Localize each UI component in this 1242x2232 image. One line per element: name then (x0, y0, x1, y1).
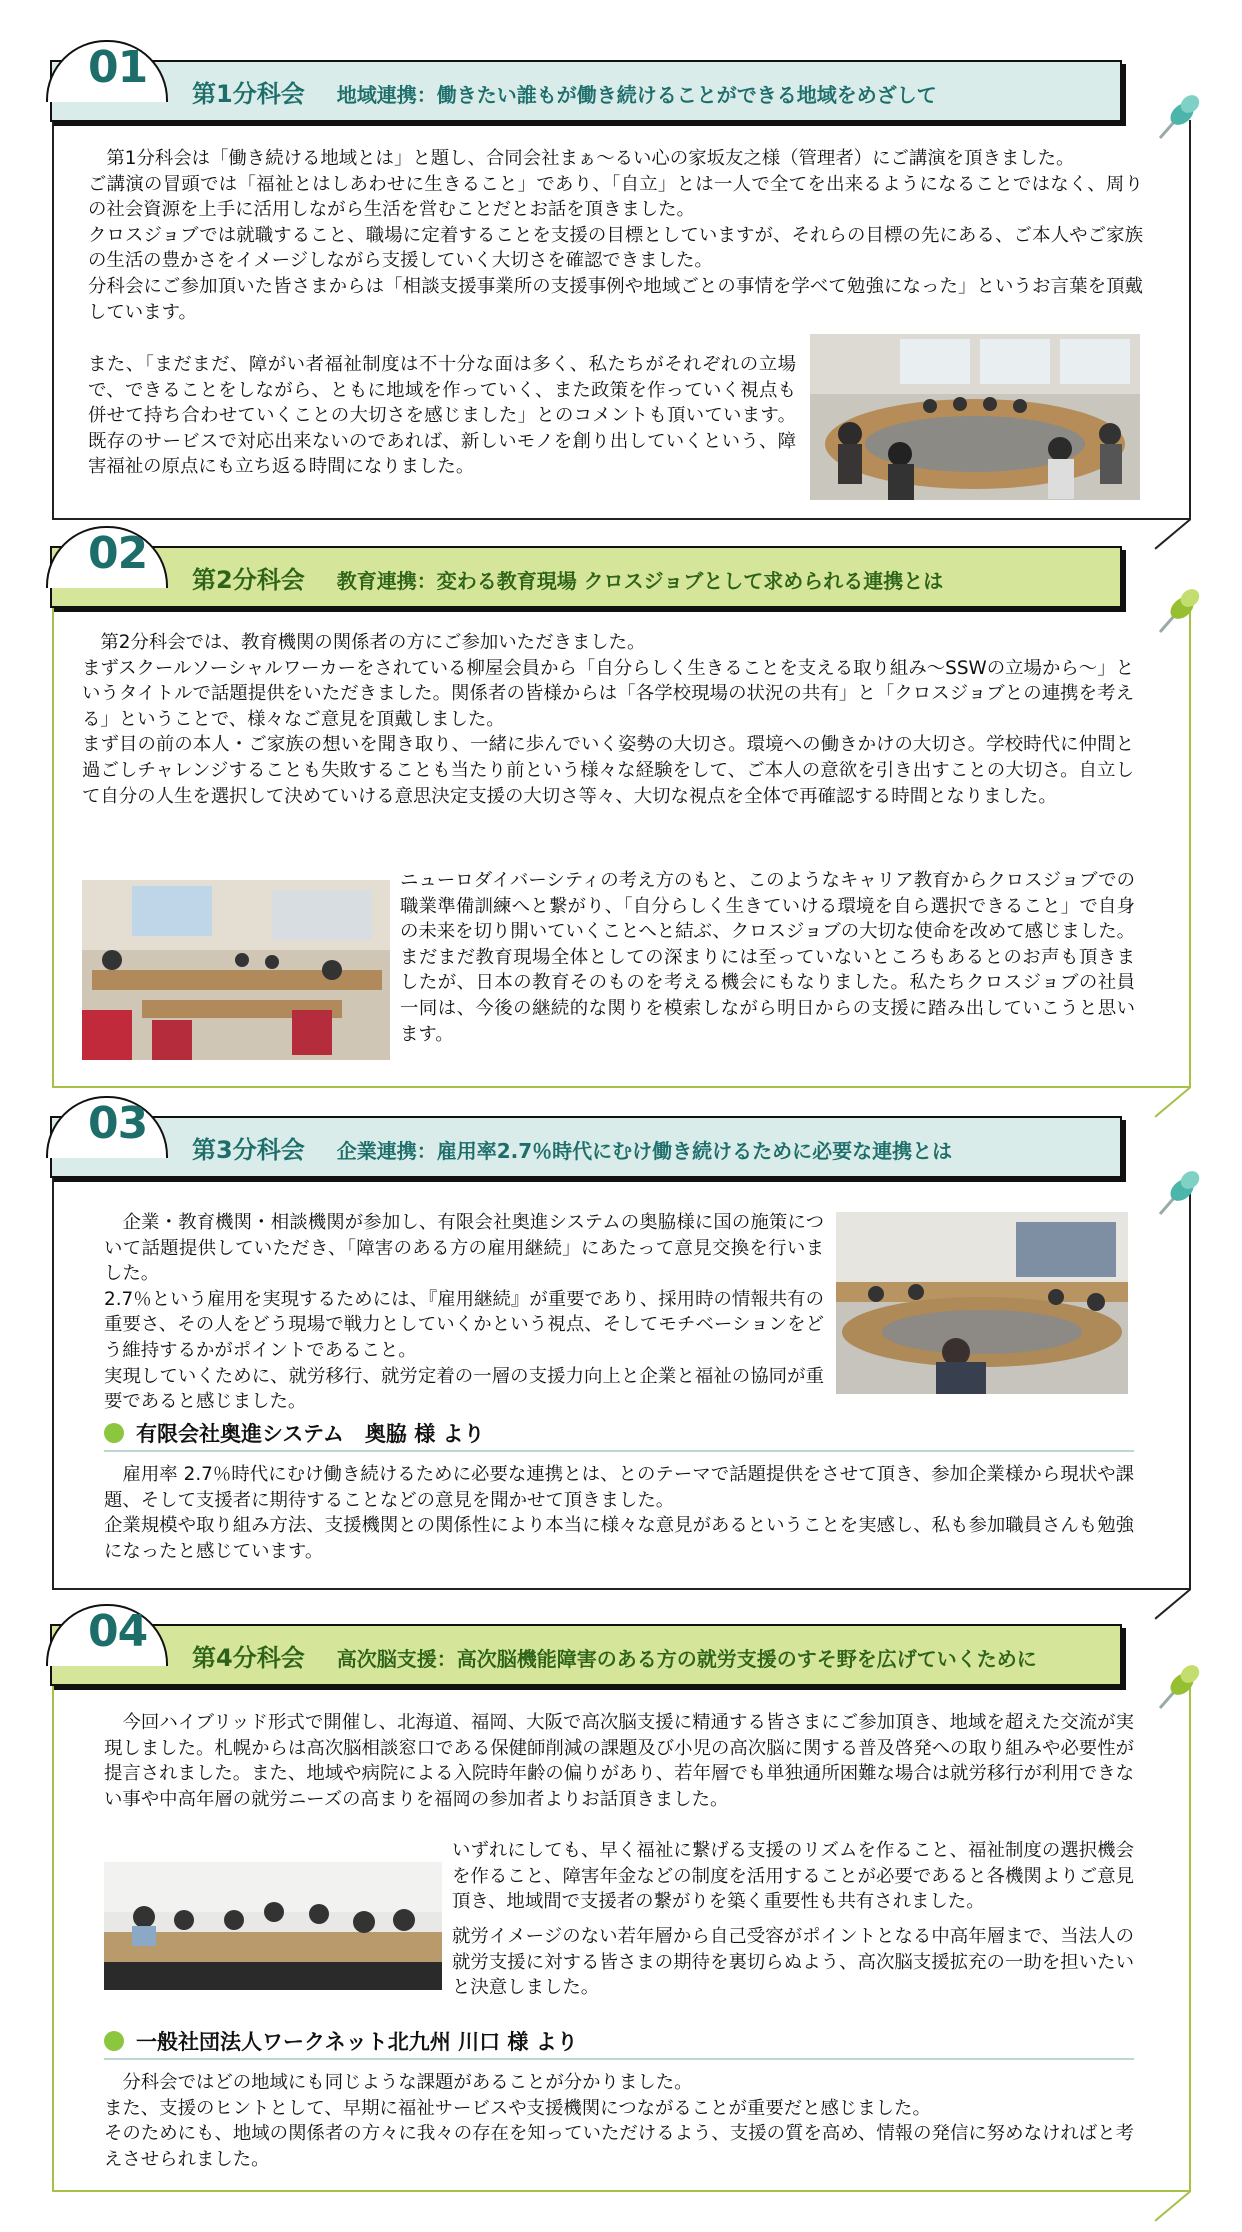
fold-line (1154, 1588, 1191, 1619)
section-02-header (50, 528, 1122, 608)
section-01-body (88, 146, 1143, 325)
divider (104, 1450, 1134, 1452)
pushpin-icon (1148, 88, 1208, 148)
paragraph: クロスジョブでは就職すること、職場に定着することを支援の目標としていますが、それらの目標の先にある、ご本人やご家族の生活の豊かさをイメージしながら支援していく大切さを確認できました。 (88, 224, 1143, 272)
paragraph: そのためにも、地域の関係者の方々に我々の存在を知っていただけるよう、支援の質を高め、情報の発信に努めなければと考えさせられました。 (104, 2123, 1134, 2170)
paragraph: まずスクールソーシャルワーカーをされている柳屋会員から「自分らしく生きることを支える取り組み～SSWの立場から～」というタイトルで話題提供をいただきました。関係者の皆様からは「各学校現場の状況の共有」と「クロスジョブとの連携を考える」ということで、様々なご意見を頂戴しました。 (82, 657, 1134, 730)
section-title (192, 74, 937, 109)
section-label: 第4分科会 (192, 1644, 305, 1672)
bullet-dot (104, 1423, 124, 1443)
section-subtitle: 企業連携：雇用率2.7％時代にむけ働き続けるために必要な連携とは (336, 1139, 953, 1163)
paragraph: 今回ハイブリッド形式で開催し、北海道、福岡、大阪で高次脳支援に精通する皆さまにご参加頂き、地域を超えた交流が実現しました。札幌からは高次脳相談窓口である保健師削減の課題及び小児の高次脳に関する普及啓発への取り組みや必要性が提言されました。また、地域や病院による入院時年齢の偏りがあり、若年層でも単独通所困難な場合は就労移行が利用できない事や中高年層の就労ニーズの高まりを福岡の参加者よりお話頂きました。 (104, 1712, 1134, 1810)
comment-body (104, 1462, 1134, 1564)
section-subtitle: 地域連携：働きたい誰もが働き続けることができる地域をめざして (336, 83, 937, 107)
paragraph: 企業規模や取り組み方法、支援機関との関係性により本当に様々な意見があるということを実感し、私も参加職員さんも勉強になったと感じています。 (104, 1515, 1134, 1562)
section-03-header (50, 1098, 1122, 1178)
paragraph: 分科会ではどの地域にも同じような課題があることが分かりました。 (104, 2072, 693, 2093)
pushpin-icon (1148, 582, 1208, 642)
pushpin-icon (1148, 1658, 1208, 1718)
section-04-body (104, 1710, 1134, 1812)
comment-body (104, 2070, 1134, 2172)
section-02-body (82, 630, 1134, 809)
section-title (192, 1638, 1037, 1673)
section-number: 03 (88, 1098, 148, 1149)
divider (104, 2058, 1134, 2060)
section-label: 第3分科会 (192, 1136, 305, 1164)
section-label: 第1分科会 (192, 80, 305, 108)
section-01-header (50, 42, 1122, 122)
fold-line (1154, 518, 1191, 549)
bullet-dot (104, 2031, 124, 2051)
section-03-body (104, 1210, 824, 1415)
section-label: 第2分科会 (192, 566, 305, 594)
paragraph: まず目の前の本人・ご家族の想いを聞き取り、一緒に歩んでいく姿勢の大切さ。環境への働きかけの大切さ。学校時代に仲間と過ごしチャレンジすることも失敗することも当たり前という様々な経験をして、ご本人の意欲を引き出すことの大切さ。自立して自分の人生を選択して決めていける意思決定支援の大切さ等々、大切な視点を全体で再確認する時間となりました。 (82, 734, 1134, 807)
paragraph: 雇用率 2.7％時代にむけ働き続けるために必要な連携とは、とのテーマで話題提供をさせて頂き、参加企業様から現状や課題、そして支援者に期待することなどの意見を聞かせて頂きました。 (104, 1464, 1134, 1511)
paragraph: ご講演の冒頭では「福祉とはしあわせに生きること」であり、「自立」とは一人で全てを出来るようになることではなく、周りの社会資源を上手に活用しながら生活を営むことだとお話を頂きました。 (88, 173, 1143, 221)
meeting-photo (104, 1862, 442, 1990)
paragraph: いずれにしても、早く福祉に繋げる支援のリズムを作ること、福祉制度の選択機会を作ること、障害年金などの制度を活用することが必要であると各機関よりご意見頂き、地域間で支援者の繋がりを築く重要性も共有されました。 (452, 1840, 1134, 1913)
paragraph: 就労イメージのない若年層から自己受容がポイントとなる中高年層まで、当法人の就労支援に対する皆さまの期待を裏切らぬよう、高次脳支援拡充の一助を担いたいと決意しました。 (452, 1926, 1134, 1999)
section-number: 02 (88, 528, 148, 579)
meeting-photo (836, 1212, 1128, 1394)
section-subtitle: 高次脳支援：高次脳機能障害のある方の就労支援のすそ野を広げていくために (336, 1647, 1037, 1671)
pushpin-icon (1148, 1164, 1208, 1224)
commenter-name: 有限会社奥進システム 奥脇 様 より (136, 1422, 485, 1446)
paragraph: 企業・教育機関・相談機関が参加し、有限会社奥進システムの奥脇様に国の施策について話題提供していただき、「障害のある方の雇用継続」にあたって意見交換を行いました。 (104, 1212, 824, 1285)
commenter-heading (104, 2026, 578, 2056)
section-number: 01 (88, 42, 148, 93)
paragraph: 分科会にご参加頂いた皆さまからは「相談支援事業所の支援事例や地域ごとの事情を学べて勉強になった」というお言葉を頂戴しています。 (88, 275, 1143, 323)
section-04-header (50, 1606, 1122, 1686)
section-number: 04 (88, 1606, 148, 1657)
paragraph: ニューロダイバーシティの考え方のもと、このようなキャリア教育からクロスジョブでの職業準備訓練へと繋がり、「自分らしく生きていける環境を自ら選択できること」で自身の未来を切り開いていくことへと結ぶ、クロスジョブの大切な使命を改めて感じました。まだまだ教育現場全体としての深まりには至っていないところもあるとのお声も頂きましたが、日本の教育そのものを考える機会にもなりました。私たちクロスジョブの社員一同は、今後の継続的な関りを模索しながら明日からの支援に踏み出していこうと思います。 (400, 870, 1135, 1045)
section-subtitle: 教育連携：変わる教育現場 クロスジョブとして求められる連携とは (336, 569, 944, 593)
commenter-heading (104, 1418, 485, 1448)
paragraph: また、支援のヒントとして、早期に福祉サービスや支援機関につながることが重要だと感じました。 (104, 2097, 931, 2119)
paragraph: 第1分科会は「働き続ける地域とは」と題し、合同会社まぁ～るい心の家坂友之様（管理者）にご講演を頂きました。 (88, 148, 1075, 169)
paragraph: 第2分科会では、教育機関の関係者の方にご参加いただきました。 (82, 632, 646, 653)
fold-line (1154, 1086, 1191, 1117)
meeting-photo (82, 880, 390, 1060)
paragraph: 実現していくために、就労移行、就労定着の一層の支援力向上と企業と福祉の協同が重要であると感じました。 (104, 1365, 824, 1413)
fold-line (1154, 2190, 1191, 2221)
commenter-name: 一般社団法人ワークネット北九州 川口 様 より (136, 2030, 578, 2054)
paragraph: 2.7％という雇用を実現するためには、『雇用継続』が重要であり、採用時の情報共有の重要さ、その人をどう現場で戦力としていくかという視点、そしてモチベーションをどう維持するかがポイントであること。 (104, 1288, 824, 1361)
section-title (192, 1130, 952, 1165)
section-title (192, 560, 943, 595)
paragraph: また、「まだまだ、障がい者福祉制度は不十分な面は多く、私たちがそれぞれの立場で、できることをしながら、ともに地域を作っていく、また政策を作っていく視点も併せて持ち合わせていくことの大切さを感じました」とのコメントも頂いています。既存のサービスで対応出来ないのであれば、新しいモノを創り出していくという、障害福祉の原点にも立ち返る時間になりました。 (88, 354, 796, 478)
meeting-photo (810, 334, 1140, 500)
